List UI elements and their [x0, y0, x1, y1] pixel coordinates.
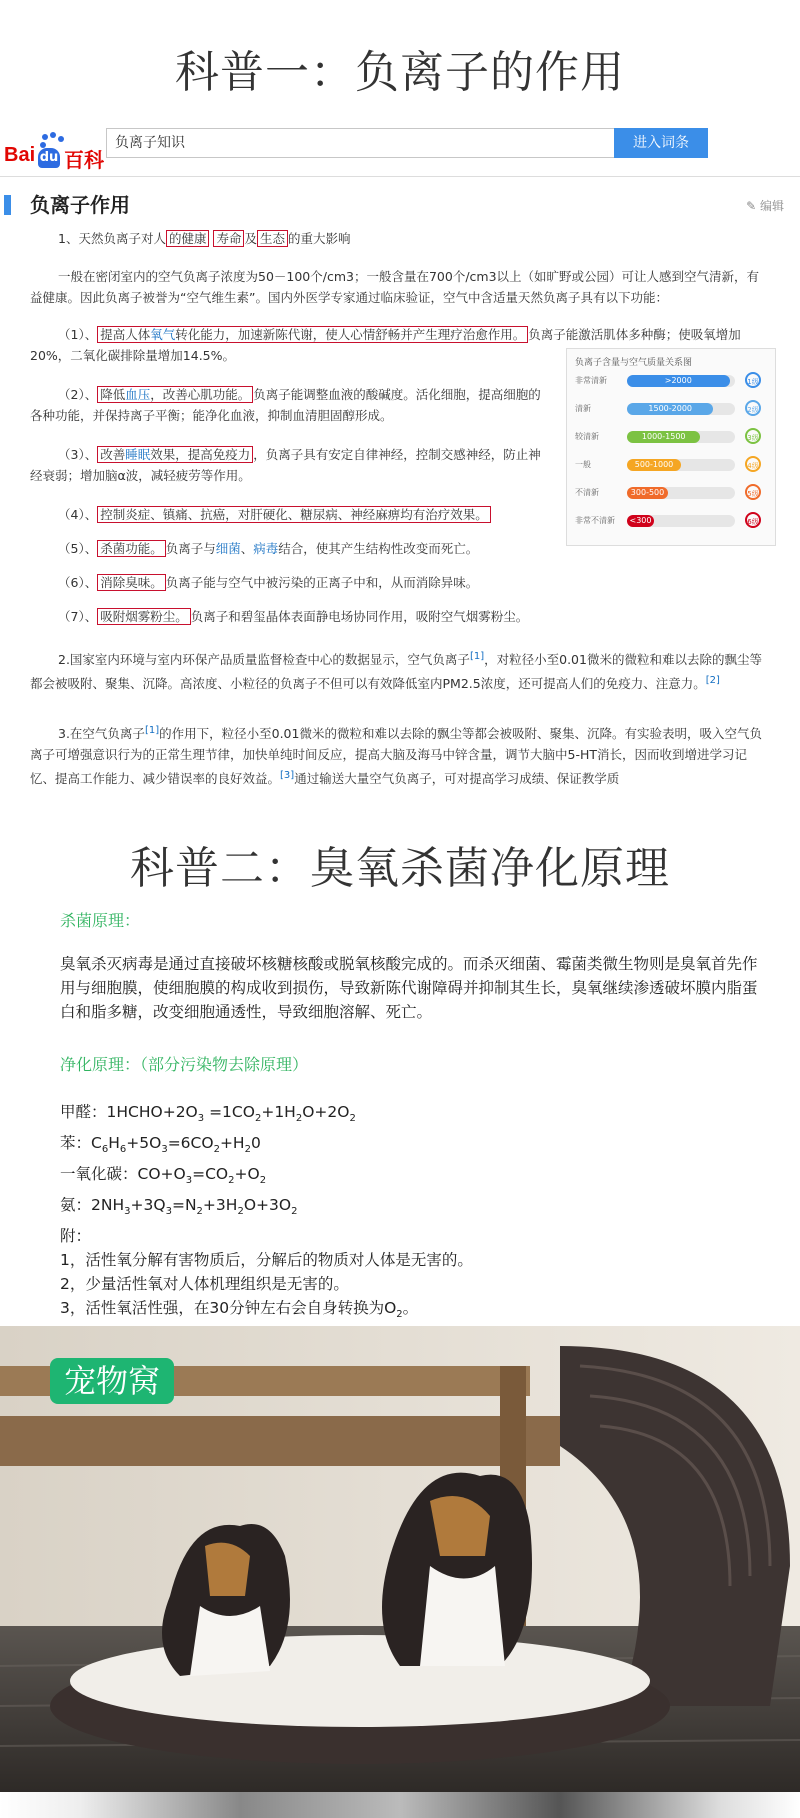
infographic-row — [575, 513, 771, 529]
formula-label: 甲醛： — [60, 1103, 107, 1121]
formula-label: 氨： — [60, 1196, 92, 1215]
infographic-row — [575, 429, 771, 445]
logo-du: du — [38, 148, 60, 168]
boxed-text: 的健康 — [166, 230, 210, 247]
text: 结合，使其产生结构性改变而死亡。 — [278, 541, 479, 556]
note-3-text: 3，活性氧活性强，在30分钟左右会自身转换为O — [60, 1299, 397, 1318]
paragraph-2: 一般在密闭室内的空气负离子浓度为50－100个/cm3；一般含量在700个/cm3以上（如旷野或公园）可让人感到空气清新，有益健康。因此负离子被誉为“空气维生素”。国内外医学专家通过临床验证，空气中含适量天然负离子具有以下功能： — [30, 269, 760, 305]
row-label: 不清新 — [575, 488, 599, 497]
row-fill: 300-500 — [627, 487, 668, 499]
text: 转化能力，加速新陈代谢，使人心情舒畅并产生理疗治愈作用。 — [175, 327, 526, 342]
reference-link[interactable]: [1] — [144, 725, 160, 736]
pet-bed-badge: 宠物窝 — [50, 1358, 174, 1404]
baidu-search-bar — [0, 118, 800, 177]
text: ，对粒径小至0.01微米的微粒和难以去除的飘尘等都会被吸附、聚集、沉降。高浓度、小粒径的负离子不但可以有效降低室内PM2.5浓度，还可提高人们的免疫力、注意力。 — [30, 652, 762, 692]
row-fill: 500-1000 — [627, 459, 681, 471]
boxed-text: 寿命 — [213, 230, 244, 247]
purify-label: 净化原理：（部分污染物去除原理） — [60, 1055, 309, 1074]
text: 负离子和碧玺晶体表面静电场协同作用，吸附空气烟雾粉尘。 — [190, 609, 529, 624]
reference-link[interactable]: [2] — [705, 675, 720, 687]
infographic-row — [575, 457, 771, 473]
logo-bai: Bai — [4, 144, 36, 166]
link-oxygen[interactable]: 氧气 — [150, 327, 176, 342]
enter-entry-button[interactable]: 进入词条 — [614, 128, 708, 158]
row-fill: 1000-1500 — [627, 431, 700, 443]
edit-label: 编辑 — [759, 199, 784, 213]
link-bacteria[interactable]: 细菌 — [215, 541, 241, 556]
link-sleep[interactable]: 睡眠 — [125, 447, 151, 462]
row-label: 非常清新 — [575, 376, 607, 385]
section1-title: 科普一：负离子的作用 — [175, 47, 625, 98]
boxed-text: 杀菌功能。 — [97, 540, 166, 557]
item-number: （3）、 — [58, 447, 98, 462]
row-track — [627, 487, 735, 499]
paragraph-1 — [30, 228, 770, 249]
note-2: 2，少量活性氧对人体机理组织是无害的。 — [60, 1275, 349, 1294]
section2-title: 科普二：臭氧杀菌净化原理 — [130, 843, 670, 894]
text: 的重大影响 — [288, 231, 351, 246]
text: 改善 — [100, 447, 126, 462]
paragraph-3 — [30, 646, 770, 694]
row-label: 一般 — [575, 460, 591, 469]
formula-ammonia: 氨：$2NH_3+3Q_3=N_2+3H_2O+3O_2$ — [60, 1196, 298, 1218]
formula-formaldehyde: 甲醛：$1HCHO+2O_3 =1CO_2+1H_2O+2O_2$ — [60, 1103, 356, 1125]
boxed-text: 吸附烟雾粉尘。 — [97, 608, 191, 625]
function-item-2 — [30, 384, 550, 426]
function-item-6 — [30, 572, 550, 593]
next-image-strip — [0, 1792, 800, 1818]
text: 1、天然负离子对人 — [58, 231, 166, 246]
heading-text: 负离子作用 — [30, 193, 130, 217]
formula-list — [60, 1100, 760, 1327]
formula-carbon-monoxide: 一氧化碳：$CO+O_3=CO_2+O_2$ — [60, 1165, 267, 1187]
link-blood-pressure[interactable]: 血压 — [125, 387, 151, 402]
row-track — [627, 459, 735, 471]
sterilize-label: 杀菌原理： — [60, 911, 141, 930]
boxed-text: 消除臭味。 — [97, 574, 166, 591]
boxed-text — [97, 386, 253, 403]
row-fill: 1500-2000 — [627, 403, 713, 415]
text: ，改善心肌功能。 — [150, 387, 251, 402]
function-item-5 — [30, 538, 550, 559]
search-input[interactable]: 负离子知识 — [106, 128, 629, 158]
text: 效果，提高免疫力 — [150, 447, 251, 462]
row-level-badge: 3级 — [745, 428, 761, 444]
row-track — [627, 431, 735, 443]
row-level-badge: 6级 — [745, 512, 761, 528]
infographic-row — [575, 401, 771, 417]
edit-link[interactable]: ✎ 编辑 — [746, 199, 784, 213]
item-number: （5）、 — [58, 541, 98, 556]
sterilize-text: 臭氧杀灭病毒是通过直接破坏核糖核酸或脱氧核酸完成的。而杀灭细菌、霉菌类微生物则是臭氧首先作用与细胞膜，使细胞膜的构成收到损伤，导致新陈代谢障碍并抑制其生长，臭氧继续渗透破坏膜内脂蛋白和脂多糖，改变细胞通透性，导致细胞溶解、死亡。 — [60, 955, 758, 1021]
infographic-title: 负离子含量与空气质量关系图 — [575, 358, 693, 368]
row-level-badge: 2级 — [745, 400, 761, 416]
pet-bed-photo — [0, 1326, 800, 1792]
boxed-text — [97, 326, 528, 343]
row-level-badge: 1级 — [745, 372, 761, 388]
formula-label: 一氧化碳： — [60, 1165, 138, 1184]
infographic-row — [575, 373, 771, 389]
text: 的作用下，粒径小至0.01微米的微粒和难以去除的飘尘等都会被吸附、聚集、沉降。有实验表明，吸入空气负离子可增强意识行为的正常生理节律，加快单纯时间反应，提高大脑及海马中锌含量，调节大脑中5-HT消长，因而收到增进学习记忆、提高工作能力、减少错误率的良好效益。 — [30, 726, 762, 787]
reference-link[interactable]: [3] — [280, 770, 295, 782]
formula-label: 苯： — [60, 1134, 92, 1153]
note-label: 附： — [60, 1227, 92, 1246]
note-1: 1，活性氧分解有害物质后，分解后的物质对人体是无害的。 — [60, 1251, 473, 1270]
reference-link[interactable]: [1] — [469, 651, 485, 662]
text: 2.国家室内环境与室内环保产品质量监督检查中心的数据显示，空气负离子 — [58, 652, 470, 668]
row-level-badge: 4级 — [745, 456, 761, 472]
row-label: 较清新 — [575, 432, 599, 441]
function-item-7 — [30, 606, 770, 627]
paragraph-4 — [30, 720, 770, 789]
link-virus[interactable]: 病毒 — [253, 541, 279, 556]
article — [0, 180, 800, 800]
text: 负离子与 — [165, 541, 216, 556]
row-fill: <300 — [627, 515, 654, 527]
text: 提高人体 — [100, 327, 151, 342]
item-number: （1）、 — [58, 327, 98, 342]
heading-accent-bar — [4, 195, 11, 215]
text: 负离子能激活肌体多种酶；使吸氧增加20%，二氧化碳排除量增加14.5%。 — [30, 327, 741, 363]
text: 负离子能调整血液的酸碱度。活化细胞，提高细胞的各种功能，并保持离子平衡；能净化血液，抑制血清胆固醇形成。 — [30, 387, 541, 423]
text: 降低 — [100, 387, 126, 402]
row-track — [627, 515, 735, 527]
infographic-row — [575, 485, 771, 501]
item-number: （4）、 — [58, 507, 98, 522]
item-number: （2）、 — [58, 387, 98, 402]
item-number: （6）、 — [58, 575, 98, 590]
row-fill: >2000 — [627, 375, 730, 387]
text: 3.在空气负离子 — [58, 726, 145, 742]
text: 及 — [244, 231, 257, 246]
row-label: 清新 — [575, 404, 591, 413]
function-item-3 — [30, 444, 550, 486]
text: 负离子能与空气中被污染的正离子中和，从而消除异味。 — [165, 575, 479, 590]
row-label: 非常不清新 — [575, 516, 615, 525]
formula-benzene: 苯：$C_6H_6+5O_3=6CO_2+H_20$ — [60, 1134, 261, 1156]
paw-icon — [42, 134, 48, 140]
logo-baike: 百科 — [64, 148, 104, 172]
text: ，负离子具有安定自律神经，控制交感神经，防止神经衰弱；增加脑α波，减轻疲劳等作用。 — [30, 447, 541, 483]
row-level-badge: 5级 — [745, 484, 761, 500]
note-3: 3，活性氧活性强，在30分钟左右会自身转换为$O_2$。 — [60, 1299, 419, 1321]
row-track — [627, 375, 735, 387]
boxed-text: 生态 — [257, 230, 288, 247]
row-track — [627, 403, 735, 415]
boxed-text — [97, 446, 253, 463]
baidu-baike-logo[interactable] — [4, 130, 104, 170]
article-heading — [4, 192, 784, 218]
text: 、 — [240, 541, 254, 556]
boxed-text: 控制炎症、镇痛、抗癌，对肝硬化、糖尿病、神经麻痹均有治疗效果。 — [97, 506, 491, 523]
item-number: （7）、 — [58, 609, 98, 624]
function-item-4 — [30, 504, 550, 525]
text: 通过输送大量空气负离子，可对提高学习成绩、保证教学质 — [294, 771, 620, 787]
ion-air-quality-infographic — [566, 348, 776, 546]
